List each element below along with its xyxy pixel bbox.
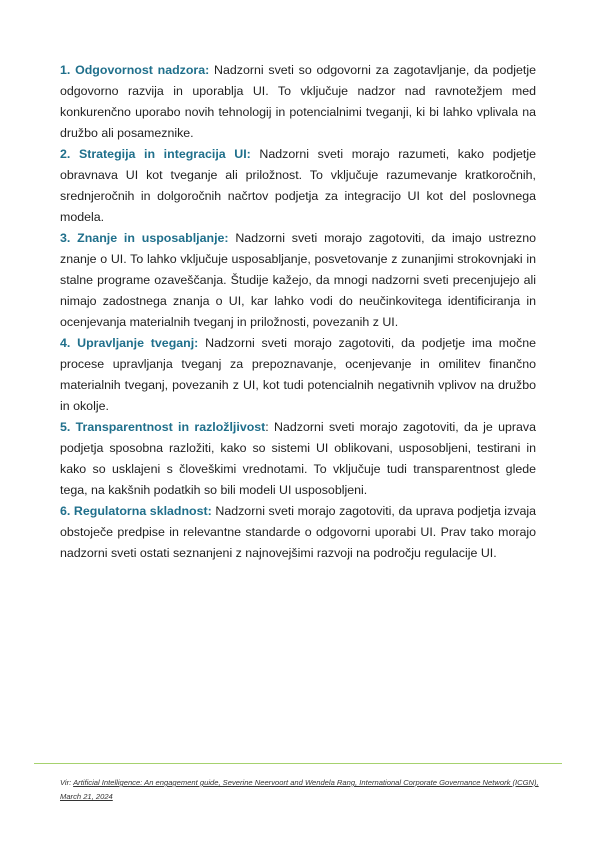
item-heading-3: 3. Znanje in usposabljanje: <box>60 231 229 245</box>
item-text-1: Nadzorni sveti so odgovorni za zagotavljanje, da podjetje odgovorno razvija in uporablja UI. To vključuje nadzor nad ravnotežjem med konkurenčno uporabo novih tehnologij in potencialnimi tveganji, ki bi lahko vplivala na družbo ali posameznike. <box>60 63 536 140</box>
item-text-3: Nadzorni sveti morajo zagotoviti, da imajo ustrezno znanje o UI. To lahko vključuje usposabljanje, posvetovanje z zunanjimi strokovnjaki in stalne programe ozaveščanja. Študije kažejo, da mnogi nadzorni sveti precenjujejo ali nimajo zadostnega znanja o UI, kar lahko vodi do neučinkovitega identificiranja in ocenjevanja materialnih tveganj in priložnosti, povezanih z UI. <box>60 231 536 329</box>
source-prefix: Vir: <box>60 778 74 787</box>
item-heading-5: 5. Transparentnost in razložljivost <box>60 420 266 434</box>
list-item-1 <box>60 60 536 144</box>
main-content <box>60 60 536 564</box>
list-item-5 <box>60 417 536 501</box>
item-text-4: Nadzorni sveti morajo zagotoviti, da podjetje ima močne procese upravljanja tveganj za prepoznavanje, ocenjevanje in omilitev finančno materialnih tveganj, povezanih z UI, kot tudi potencialnih negativnih vplivov na družbo in okolje. <box>60 336 536 413</box>
source-link[interactable]: Artificial Intelligence: An engagement guide, Severine Neervoort and Wendela Rang, International Corporate Governance Network (ICGN), March 21, 2024 <box>60 778 539 801</box>
footer-divider <box>34 763 562 764</box>
list-item-4 <box>60 333 536 417</box>
item-text-5: : Nadzorni sveti morajo zagotoviti, da je uprava podjetja sposobna razložiti, kako so sistemi UI oblikovani, usposobljeni, testirani in kako so usklajeni s človeškimi vrednotami. To vključuje tudi transparentnost glede tega, na kakšnih podatkih so bili modeli UI usposobljeni. <box>60 420 536 497</box>
item-text-2: Nadzorni sveti morajo razumeti, kako podjetje obravnava UI kot tveganje ali priložnost. To vključuje razumevanje kratkoročnih, srednjeročnih in dolgoročnih načrtov podjetja za integracijo UI kot del poslovnega modela. <box>60 147 536 224</box>
item-text-6: Nadzorni sveti morajo zagotoviti, da uprava podjetja izvaja obstoječe predpise in relevantne standarde o odgovorni uporabi UI. Prav tako morajo nadzorni sveti ostati seznanjeni z najnovejšimi razvoji na področju regulacije UI. <box>60 504 536 560</box>
list-item-2 <box>60 144 536 228</box>
item-heading-6: 6. Regulatorna skladnost: <box>60 504 212 518</box>
item-heading-4: 4. Upravljanje tveganj: <box>60 336 199 350</box>
footer-source <box>60 776 540 804</box>
item-heading-2: 2. Strategija in integracija UI: <box>60 147 251 161</box>
list-item-3 <box>60 228 536 333</box>
list-item-6 <box>60 501 536 564</box>
item-heading-1: 1. Odgovornost nadzora: <box>60 63 210 77</box>
